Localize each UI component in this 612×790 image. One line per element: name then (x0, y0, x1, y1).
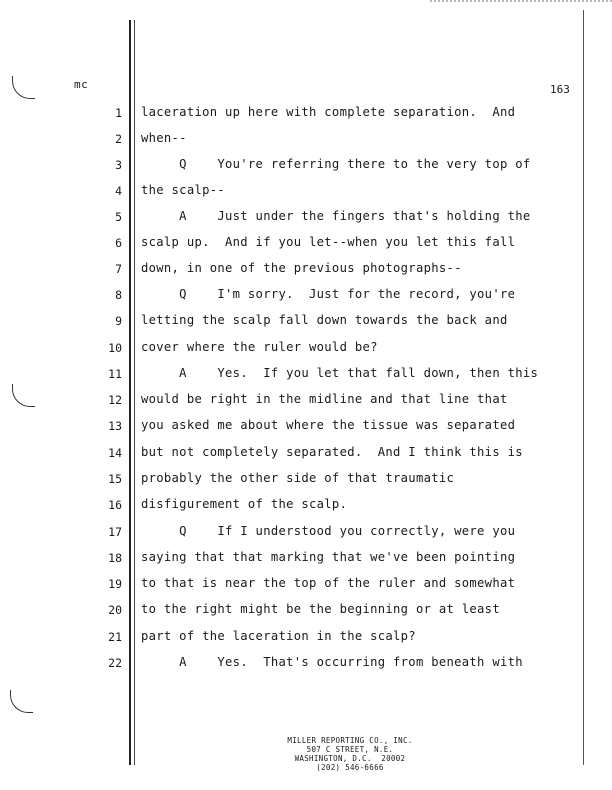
footer-company: MILLER REPORTING CO., INC. (287, 736, 413, 745)
line-number: 2 (115, 132, 122, 146)
transcript-line: you asked me about where the tissue was separated (141, 418, 516, 432)
line-number: 11 (108, 367, 122, 381)
footer-street: 507 C STREET, N.E. (306, 745, 394, 754)
transcript-line: A Yes. If you let that fall down, then this (141, 366, 539, 380)
transcript-line: Q I'm sorry. Just for the record, you're (141, 287, 516, 301)
transcript-line: scalp up. And if you let--when you let this fall (141, 235, 516, 249)
footer-phone: (202) 546-6666 (316, 763, 384, 772)
line-number: 20 (108, 603, 122, 617)
punch-hole-mark-top (12, 76, 35, 99)
line-number: 18 (108, 551, 122, 565)
transcript-line: would be right in the midline and that line that (141, 392, 508, 406)
court-reporter-footer (250, 736, 450, 772)
transcript-line: A Yes. That's occurring from beneath with (141, 655, 523, 669)
transcript-line: part of the laceration in the scalp? (141, 629, 416, 643)
reporter-initials: mc (74, 78, 89, 91)
line-number: 22 (108, 656, 122, 670)
left-margin-rule (129, 20, 131, 765)
line-number: 10 (108, 341, 122, 355)
line-number: 12 (108, 393, 122, 407)
left-margin-rule-inner (134, 20, 135, 765)
line-number: 5 (115, 210, 122, 224)
transcript-line: Q You're referring there to the very top of (141, 157, 531, 171)
transcript-line: letting the scalp fall down towards the back and (141, 313, 508, 327)
transcript-line: probably the other side of that traumatic (141, 471, 455, 485)
page-number: 163 (550, 83, 570, 96)
line-number: 19 (108, 577, 122, 591)
punch-hole-mark-bottom (10, 690, 33, 713)
transcript-line: the scalp-- (141, 183, 226, 197)
line-number: 6 (115, 236, 122, 250)
transcript-line: when-- (141, 131, 187, 145)
line-number: 17 (108, 525, 122, 539)
line-number: 13 (108, 419, 122, 433)
transcript-line: to that is near the top of the ruler and somewhat (141, 576, 516, 590)
line-number: 15 (108, 472, 122, 486)
line-number: 8 (115, 288, 122, 302)
transcript-line: saying that that marking that we've been pointing (141, 550, 516, 564)
punch-hole-mark-middle (12, 384, 35, 407)
footer-city: WASHINGTON, D.C. 20002 (294, 754, 406, 763)
line-number: 3 (115, 158, 122, 172)
transcript-line: Q If I understood you correctly, were you (141, 524, 516, 538)
transcript-line: A Just under the fingers that's holding the (141, 209, 531, 223)
transcript-line: disfigurement of the scalp. (141, 497, 348, 511)
transcript-line: down, in one of the previous photographs-- (141, 261, 462, 275)
transcript-line: cover where the ruler would be? (141, 340, 378, 354)
right-margin-rule (583, 10, 584, 765)
transcript-line: to the right might be the beginning or at least (141, 602, 500, 616)
line-number: 7 (115, 262, 122, 276)
transcript-line: laceration up here with complete separation. And (141, 105, 516, 119)
line-number: 16 (108, 498, 122, 512)
line-number: 9 (115, 314, 122, 328)
line-number: 4 (115, 184, 122, 198)
line-number: 21 (108, 630, 122, 644)
line-number: 1 (115, 106, 122, 120)
transcript-line: but not completely separated. And I think this is (141, 445, 523, 459)
scan-edge (430, 0, 612, 2)
line-number: 14 (108, 446, 122, 460)
